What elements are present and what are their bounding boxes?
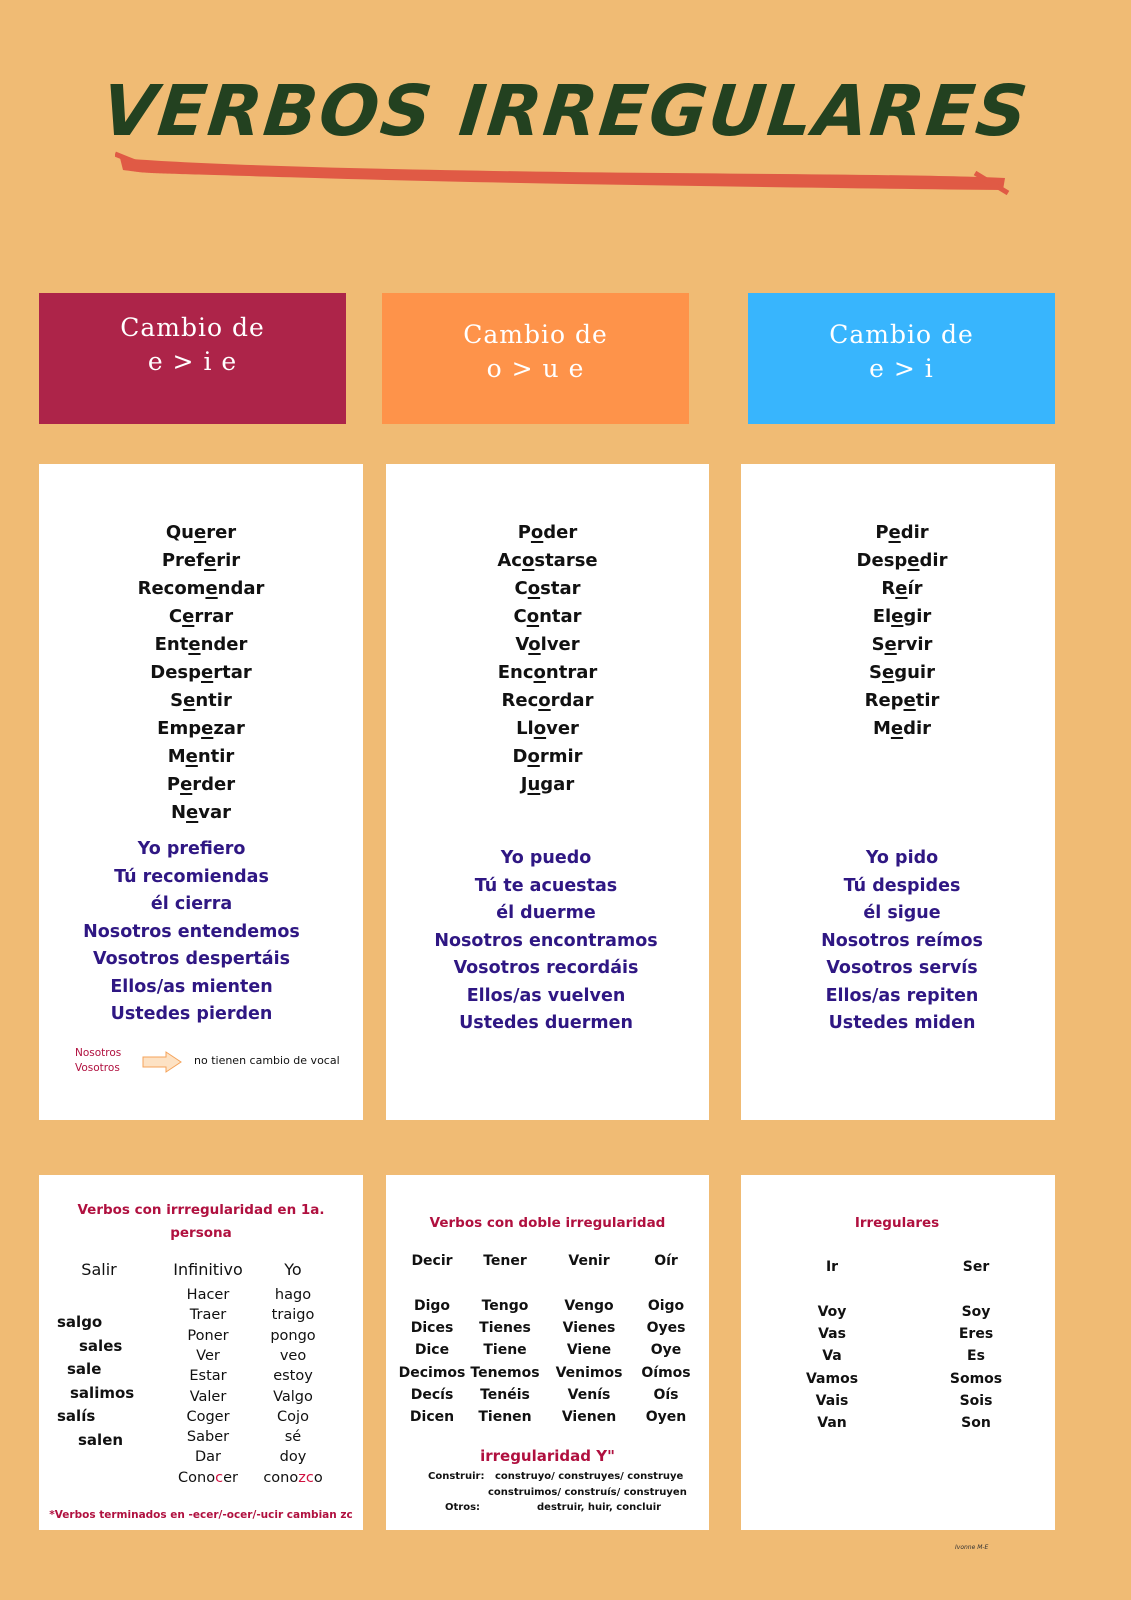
verb-prefix: M — [167, 746, 186, 767]
conjugation-item: Vosotros recordáis — [453, 958, 639, 978]
verb-suffix: ír — [907, 578, 923, 599]
signature: Ivonne M-E — [955, 1544, 989, 1551]
verb-item — [386, 575, 709, 603]
infinitive: Poner — [187, 1327, 229, 1344]
conjugated-form: Eres — [958, 1326, 994, 1343]
title-line: Verbos con irrregularidad en 1a. — [77, 1202, 325, 1218]
changed-vowel: e — [890, 718, 904, 739]
conjugated-form: Dices — [410, 1320, 454, 1337]
verb-suffix: ntir — [195, 690, 232, 711]
verb-item — [386, 631, 709, 659]
verb-prefix: M — [872, 718, 891, 739]
verb-list — [386, 519, 709, 799]
verb-prefix: Ac — [497, 550, 522, 571]
verb-suffix: der — [543, 522, 578, 543]
conjugation-item: Ustedes duermen — [459, 1013, 633, 1033]
verb-item — [386, 771, 709, 799]
conjugation-item: Nosotros encontramos — [434, 930, 658, 951]
conjugated-form: Dicen — [409, 1409, 455, 1425]
salir-form: salen — [78, 1431, 124, 1449]
conjugation-item: Yo pido — [865, 848, 939, 868]
header-o-ue — [382, 293, 689, 424]
otros-label: Otros: — [445, 1502, 481, 1513]
changed-vowel: e — [186, 802, 199, 823]
verb-suffix: starse — [534, 550, 598, 571]
yo-form — [263, 1470, 322, 1486]
salir-form: salís — [57, 1407, 96, 1426]
verb-suffix: ntrar — [545, 662, 598, 683]
verb-item — [386, 687, 709, 715]
verb-item — [39, 799, 363, 827]
conjugated-form: Viene — [566, 1342, 612, 1359]
yo-form: doy — [279, 1449, 307, 1466]
verb-item — [386, 519, 709, 547]
verb-prefix: Desp — [856, 550, 908, 571]
part: er — [223, 1470, 238, 1486]
conjugated-form: Decís — [410, 1386, 454, 1403]
conjugation-item: Ellos/as vuelven — [466, 985, 626, 1006]
verb-prefix: D — [512, 746, 528, 767]
conjugation-list — [386, 845, 706, 1038]
changed-vowel: e — [183, 690, 196, 711]
verb-suffix: gir — [903, 606, 932, 627]
panel-e-ie — [39, 464, 363, 1120]
part: o — [313, 1470, 323, 1486]
verb-prefix: S — [170, 690, 184, 711]
header-line: Cambio de — [463, 320, 608, 349]
conjugated-form: Somos — [949, 1370, 1003, 1387]
conjugation-item: Ellos/as repiten — [825, 985, 979, 1006]
infinitive: Ver — [196, 1347, 220, 1364]
note-pronouns — [75, 1046, 121, 1076]
changed-vowel: o — [530, 522, 544, 543]
infinitive: Estar — [189, 1368, 227, 1385]
infinitive: Saber — [186, 1429, 230, 1446]
verb-suffix: rvir — [896, 634, 933, 655]
verb-prefix: P — [166, 774, 181, 795]
changed-vowel: o — [527, 746, 540, 767]
conjugated-form: Venís — [567, 1386, 611, 1403]
panel-double — [386, 1175, 709, 1530]
conjugated-form: Son — [961, 1415, 991, 1431]
verb-suffix: nder — [200, 634, 248, 655]
verb-prefix: El — [872, 606, 892, 627]
infinitive — [178, 1470, 238, 1486]
conjugated-form: Venimos — [555, 1364, 623, 1381]
construir-label: Construir: — [428, 1471, 485, 1482]
header-change: e > i — [869, 354, 934, 383]
col-header: Infinitivo — [173, 1260, 243, 1279]
verb-item — [39, 715, 363, 743]
yo-form: estoy — [273, 1368, 313, 1385]
changed-vowel: e — [891, 606, 904, 627]
verb-item — [741, 715, 1063, 743]
conjugation-item: Nosotros entendemos — [83, 921, 300, 942]
conjugated-form: Vengo — [564, 1298, 614, 1314]
conjugation-item: Tú te acuestas — [474, 875, 618, 896]
conjugated-form: Voy — [817, 1304, 847, 1320]
verb-item — [741, 603, 1063, 631]
conjugation-item: Nosotros reímos — [821, 930, 983, 951]
header-line: Cambio de — [829, 320, 974, 349]
changed-vowel: e — [203, 550, 217, 571]
verb-item — [741, 519, 1063, 547]
salir-form: sales — [79, 1336, 123, 1355]
note-pronoun: Vosotros — [75, 1062, 120, 1074]
changed-vowel: e — [205, 578, 218, 599]
verb-prefix: Qu — [165, 522, 194, 543]
changed-vowel: u — [527, 774, 541, 795]
verb-prefix: Emp — [157, 718, 202, 739]
col-header: Tener — [483, 1253, 527, 1269]
conjugation-item: Ustedes pierden — [110, 1004, 273, 1024]
part: Cono — [178, 1470, 216, 1486]
header-e-i — [748, 293, 1055, 424]
verb-item — [39, 575, 363, 603]
verb-suffix: gar — [540, 774, 575, 795]
changed-vowel: o — [526, 606, 540, 627]
col-header: Venir — [568, 1253, 610, 1269]
verb-item — [386, 659, 709, 687]
changed-vowel: e — [180, 774, 193, 795]
changed-vowel: o — [538, 690, 551, 711]
conjugation-list — [39, 836, 344, 1029]
conjugation-item: él cierra — [150, 894, 233, 914]
col-header: Salir — [81, 1260, 117, 1279]
verb-prefix: V — [515, 634, 529, 655]
verb-item — [39, 659, 363, 687]
panel-first-person — [39, 1175, 363, 1530]
conjugation-list — [741, 845, 1063, 1038]
verb-suffix: ver — [546, 718, 579, 739]
verb-suffix: rdar — [550, 690, 594, 711]
conjugation-item: él duerme — [496, 903, 596, 923]
changed-vowel: e — [895, 578, 908, 599]
yo-form: Valgo — [273, 1388, 313, 1405]
conjugation-item: Yo prefiero — [137, 839, 246, 859]
verb-prefix: S — [871, 634, 885, 655]
verb-item — [741, 631, 1063, 659]
infinitive: Coger — [186, 1408, 230, 1425]
conjugated-form: Oyen — [645, 1409, 687, 1425]
verb-suffix: rmir — [539, 746, 583, 767]
changed-vowel: e — [888, 522, 901, 543]
conjugation-item: Yo puedo — [500, 848, 592, 868]
header-change: o > u e — [486, 354, 585, 383]
conjugation-item: Ustedes miden — [828, 1013, 976, 1033]
salir-form: salimos — [70, 1383, 135, 1402]
conjugated-form: Oigo — [647, 1298, 685, 1314]
verb-item — [741, 575, 1063, 603]
verb-prefix: P — [517, 522, 531, 543]
section-title: Verbos con doble irregularidad — [429, 1215, 666, 1231]
changed-vowel: e — [201, 662, 214, 683]
verb-prefix: C — [513, 606, 527, 627]
col-header: Decir — [411, 1253, 453, 1269]
verb-prefix: Rep — [864, 690, 904, 711]
header-change: e > i e — [147, 347, 238, 376]
infinitive: Traer — [189, 1307, 227, 1324]
changed-vowel: e — [193, 522, 207, 543]
conjugated-form: Tenéis — [480, 1386, 530, 1403]
verb-prefix: J — [520, 774, 528, 795]
conjugation-item: Tú recomiendas — [114, 866, 269, 887]
conjugated-form: Oís — [653, 1386, 679, 1403]
verb-prefix: Ent — [154, 634, 189, 655]
y-title: irregularidad Y" — [480, 1447, 615, 1465]
verb-prefix: C — [514, 578, 528, 599]
verb-suffix: var — [198, 802, 232, 823]
verb-suffix: ntar — [539, 606, 582, 627]
arrow-right-icon — [142, 1051, 182, 1073]
verb-item — [386, 715, 709, 743]
conjugation-item: Ellos/as mienten — [110, 976, 273, 997]
title-line: persona — [170, 1225, 232, 1241]
verb-item — [39, 519, 363, 547]
verb-item — [741, 687, 1063, 715]
verb-item — [741, 547, 1063, 575]
note-pronoun: Nosotros — [75, 1047, 122, 1059]
changed-vowel: e — [185, 746, 198, 767]
verb-suffix: guir — [894, 662, 935, 683]
conjugated-form: Vas — [818, 1326, 846, 1343]
conjugated-form: Tienes — [479, 1320, 531, 1337]
conjugation-item: Vosotros despertáis — [92, 949, 290, 969]
yo-form: traigo — [271, 1307, 315, 1324]
verb-suffix: rtar — [213, 662, 252, 683]
col-header: Ir — [825, 1259, 839, 1275]
verb-suffix: tir — [915, 690, 940, 711]
page-title: VERBOS IRREGULARES — [97, 70, 1034, 152]
verb-prefix: R — [881, 578, 896, 599]
conjugated-form: Va — [822, 1348, 842, 1365]
verb-suffix: rrar — [194, 606, 234, 627]
part: cono — [263, 1470, 299, 1486]
section-title: Irregulares — [854, 1215, 940, 1231]
brush-underline — [115, 148, 1010, 198]
verb-prefix: Ll — [516, 718, 534, 739]
verb-suffix: dir — [919, 550, 948, 571]
verb-item — [386, 743, 709, 771]
verb-item — [39, 771, 363, 799]
salir-form: salgo — [57, 1313, 103, 1331]
construir-forms: construimos/ construís/ construyen — [488, 1487, 687, 1498]
col-header: Yo — [284, 1260, 302, 1279]
header-line: Cambio de — [120, 313, 265, 342]
verb-item — [741, 659, 1063, 687]
conjugated-form: Van — [817, 1415, 847, 1431]
infinitive: Valer — [189, 1388, 227, 1405]
note-text: no tienen cambio de vocal — [194, 1054, 340, 1067]
changed-vowel: e — [907, 550, 920, 571]
verb-list — [741, 519, 1063, 743]
conjugated-form: Vienen — [561, 1409, 617, 1425]
conjugated-form: Tengo — [481, 1298, 529, 1314]
verb-item — [39, 743, 363, 771]
conjugated-form: Sois — [959, 1392, 993, 1409]
yo-form: hago — [274, 1287, 312, 1303]
footnote: *Verbos terminados en -ecer/-ocer/-ucir cambian zc — [49, 1509, 353, 1521]
infinitive: Dar — [194, 1449, 222, 1466]
verb-prefix: N — [170, 802, 187, 823]
verb-item — [39, 603, 363, 631]
conjugation-item: Vosotros servís — [826, 958, 978, 978]
conjugated-form: Oyes — [646, 1320, 686, 1337]
changed-vowel: e — [882, 662, 895, 683]
verb-suffix: ntir — [197, 746, 235, 767]
verb-list — [39, 519, 363, 827]
panel-o-ue — [386, 464, 709, 1120]
conjugated-form: Oímos — [641, 1364, 691, 1381]
salir-form: sale — [67, 1360, 102, 1379]
conjugated-form: Soy — [961, 1304, 991, 1320]
verb-prefix: P — [875, 522, 889, 543]
verb-prefix: C — [168, 606, 183, 627]
conjugated-form: Tiene — [483, 1342, 527, 1359]
panel-irregular — [741, 1175, 1055, 1530]
conjugated-form: Tenemos — [470, 1364, 540, 1381]
verb-suffix: rer — [206, 522, 237, 543]
conjugated-form: Tienen — [478, 1409, 532, 1425]
yo-form: pongo — [270, 1327, 316, 1344]
changed-vowel: o — [533, 662, 546, 683]
changed-vowel: e — [903, 690, 916, 711]
yo-form: Cojo — [277, 1408, 309, 1425]
verb-prefix: Enc — [497, 662, 534, 683]
verb-item — [386, 547, 709, 575]
conjugated-form: Vamos — [805, 1370, 859, 1387]
highlight: c — [215, 1470, 224, 1486]
yo-form: veo — [279, 1347, 307, 1364]
verb-prefix: Recom — [137, 578, 206, 599]
verb-prefix: Rec — [501, 690, 539, 711]
verb-suffix: rder — [192, 774, 236, 795]
changed-vowel: o — [528, 634, 541, 655]
verb-item — [39, 547, 363, 575]
infinitive: Hacer — [186, 1287, 230, 1303]
conjugated-form: Digo — [413, 1298, 451, 1314]
otros-list: destruir, huir, concluir — [537, 1502, 662, 1513]
verb-item — [39, 687, 363, 715]
verb-suffix: dir — [900, 522, 929, 543]
verb-prefix: S — [869, 662, 882, 683]
changed-vowel: e — [201, 718, 214, 739]
changed-vowel: o — [527, 578, 541, 599]
verb-suffix: rir — [216, 550, 241, 571]
header-e-ie — [39, 293, 346, 424]
conjugated-form: Es — [967, 1348, 985, 1365]
changed-vowel: o — [533, 718, 547, 739]
col-header: Oír — [654, 1253, 678, 1269]
changed-vowel: e — [182, 606, 195, 627]
changed-vowel: e — [188, 634, 201, 655]
conjugated-form: Vienes — [562, 1320, 616, 1337]
verb-suffix: zar — [213, 718, 245, 739]
verb-suffix: lver — [540, 634, 580, 655]
construir-forms: construyo/ construyes/ construye — [495, 1471, 684, 1482]
conjugated-form: Vais — [815, 1392, 849, 1409]
conjugation-item: Tú despides — [843, 875, 961, 896]
panel-e-i — [741, 464, 1055, 1120]
yo-form: sé — [284, 1429, 302, 1446]
verb-item — [39, 631, 363, 659]
highlight: zc — [298, 1470, 314, 1486]
verb-suffix: star — [540, 578, 581, 599]
changed-vowel: o — [521, 550, 535, 571]
changed-vowel: e — [884, 634, 897, 655]
conjugated-form: Decimos — [398, 1364, 466, 1381]
verb-prefix: Pref — [161, 550, 204, 571]
verb-item — [386, 603, 709, 631]
col-header: Ser — [962, 1259, 990, 1275]
conjugated-form: Dice — [414, 1342, 450, 1359]
verb-suffix: dir — [903, 718, 932, 739]
verb-prefix: Desp — [150, 662, 201, 683]
conjugated-form: Oye — [650, 1342, 682, 1359]
verb-suffix: ndar — [217, 578, 265, 599]
conjugation-item: él sigue — [863, 903, 941, 923]
section-title — [39, 1199, 363, 1245]
